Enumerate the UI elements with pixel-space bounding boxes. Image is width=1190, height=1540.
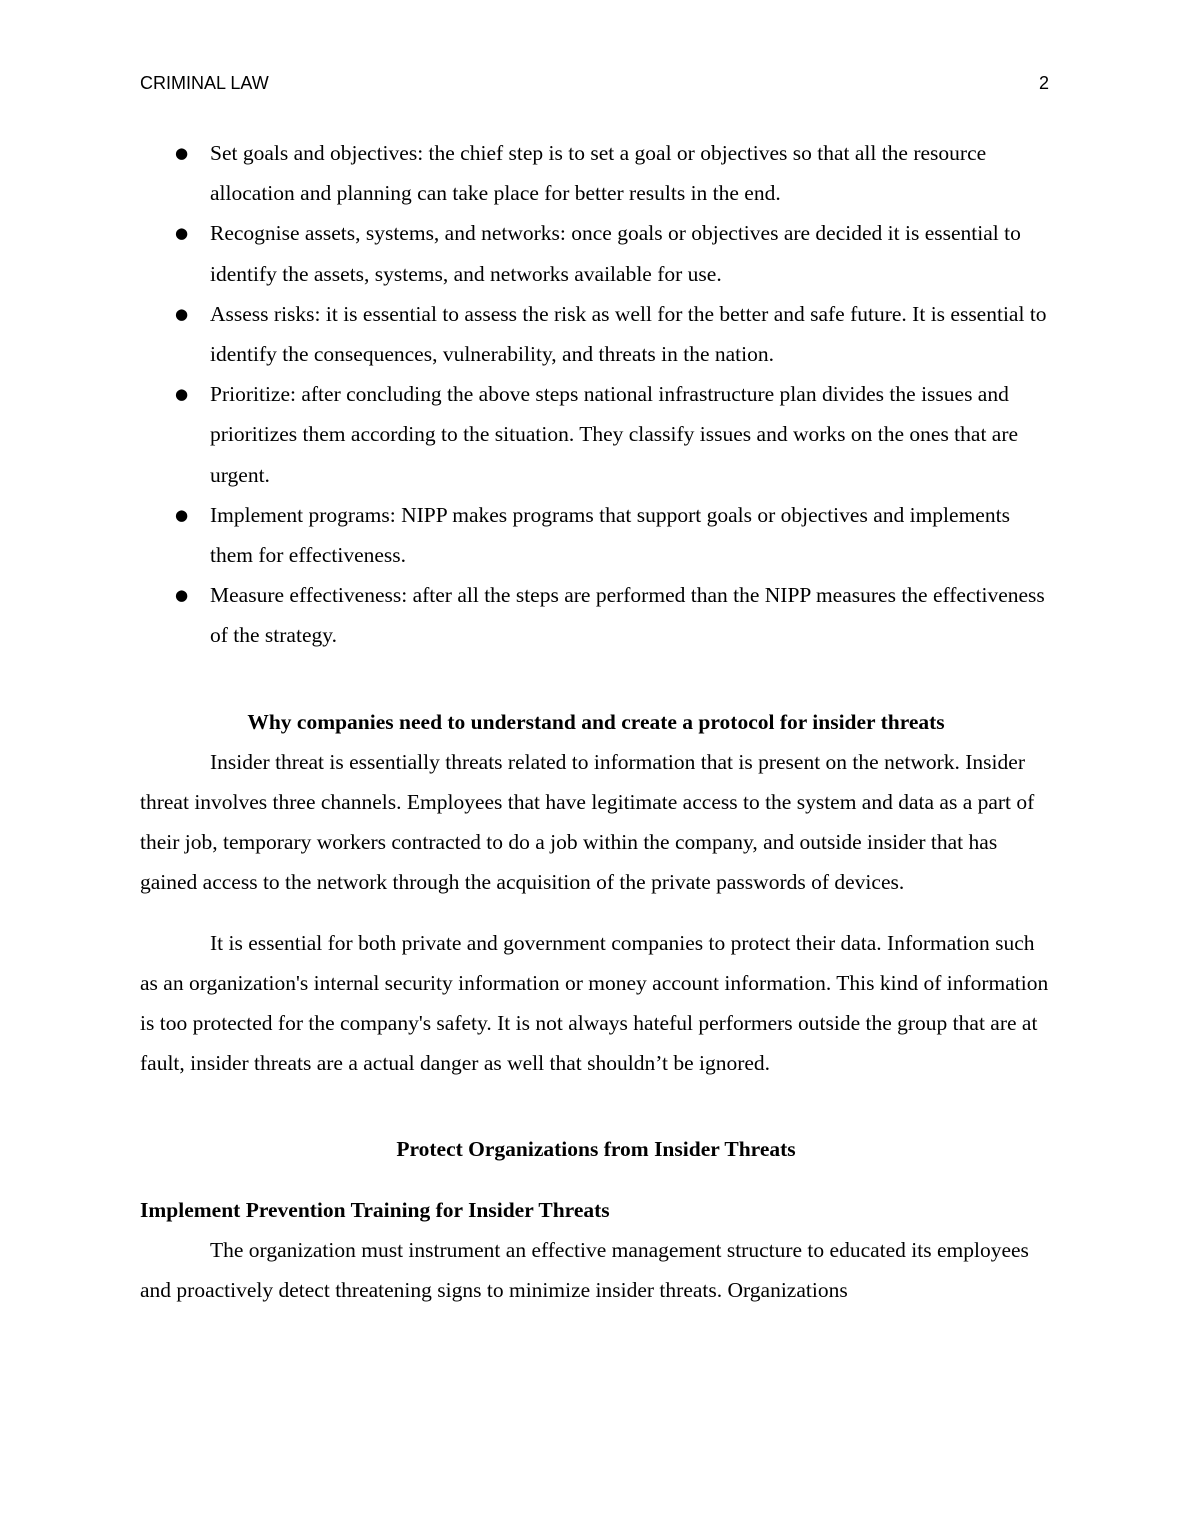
list-item (140, 133, 1052, 213)
list-item (140, 213, 1052, 293)
bullet-icon: ● (175, 224, 189, 243)
list-item-text: Recognise assets, systems, and networks: once goals or objectives are decided it is essential to identify the assets, systems, and networks available for use. (210, 221, 1021, 286)
list-item (140, 495, 1052, 575)
running-head: CRIMINAL LAW (140, 73, 269, 93)
list-item-text: Assess risks: it is essential to assess the risk as well for the better and safe future. It is essential to identify the consequences, vulnerability, and threats in the nation. (210, 301, 1047, 367)
list-item (140, 575, 1052, 655)
list-item (140, 294, 1052, 374)
list-item-text: Set goals and objectives: the chief step is to set a goal or objectives so that all the resource allocation and planning can take place for better results in the end. (210, 141, 987, 206)
list-item-text: Prioritize: after concluding the above steps national infrastructure plan divides the issues and prioritizes them according to the situation. They classify issues and works on the ones that are urgent. (210, 382, 1019, 487)
bullet-icon: ● (175, 304, 189, 323)
page-number: 2 (1038, 73, 1049, 93)
prevention-training-paragraph: The organization must instrument an effective management structure to educated its employees and proactively detect threatening signs to minimize insider threats. Organizations (140, 1237, 1029, 1303)
insider-threats-paragraph-2: It is essential for both private and government companies to protect their data. Information such as an organization's internal security information or money account information. This kind of information is too protected for the company's safety. It is not always hateful performers outside the group that are at fault, insider threats are a actual danger as well that shouldn’t be ignored. (140, 930, 1049, 1076)
list-item-text: Implement programs: NIPP makes programs that support goals or objectives and implements them for effectiveness. (210, 502, 1010, 568)
bullet-icon: ● (175, 505, 189, 524)
list-item-text: Measure effectiveness: after all the steps are performed than the NIPP measures the effectiveness of the strategy. (210, 583, 1045, 648)
list-item (140, 374, 1052, 495)
bullet-icon: ● (175, 144, 189, 162)
prevention-training-subheading: Implement Prevention Training for Insider Threats (140, 1197, 610, 1222)
protect-organizations-heading: Protect Organizations from Insider Threats (396, 1137, 796, 1162)
document-body (140, 133, 1052, 1310)
bullet-icon: ● (175, 586, 189, 605)
nipp-steps-list (140, 133, 1052, 656)
bullet-icon: ● (175, 385, 189, 404)
insider-threats-heading: Why companies need to understand and create a protocol for insider threats (247, 709, 945, 734)
page-header (140, 70, 1049, 96)
insider-threats-paragraph-1: Insider threat is essentially threats related to information that is present on the network. Insider threat involves three channels. Employees that have legitimate access to the system and data as a part of their job, temporary workers contracted to do a job within the company, and outside insider that has gained access to the network through the acquisition of the private passwords of devices. (140, 749, 1035, 895)
